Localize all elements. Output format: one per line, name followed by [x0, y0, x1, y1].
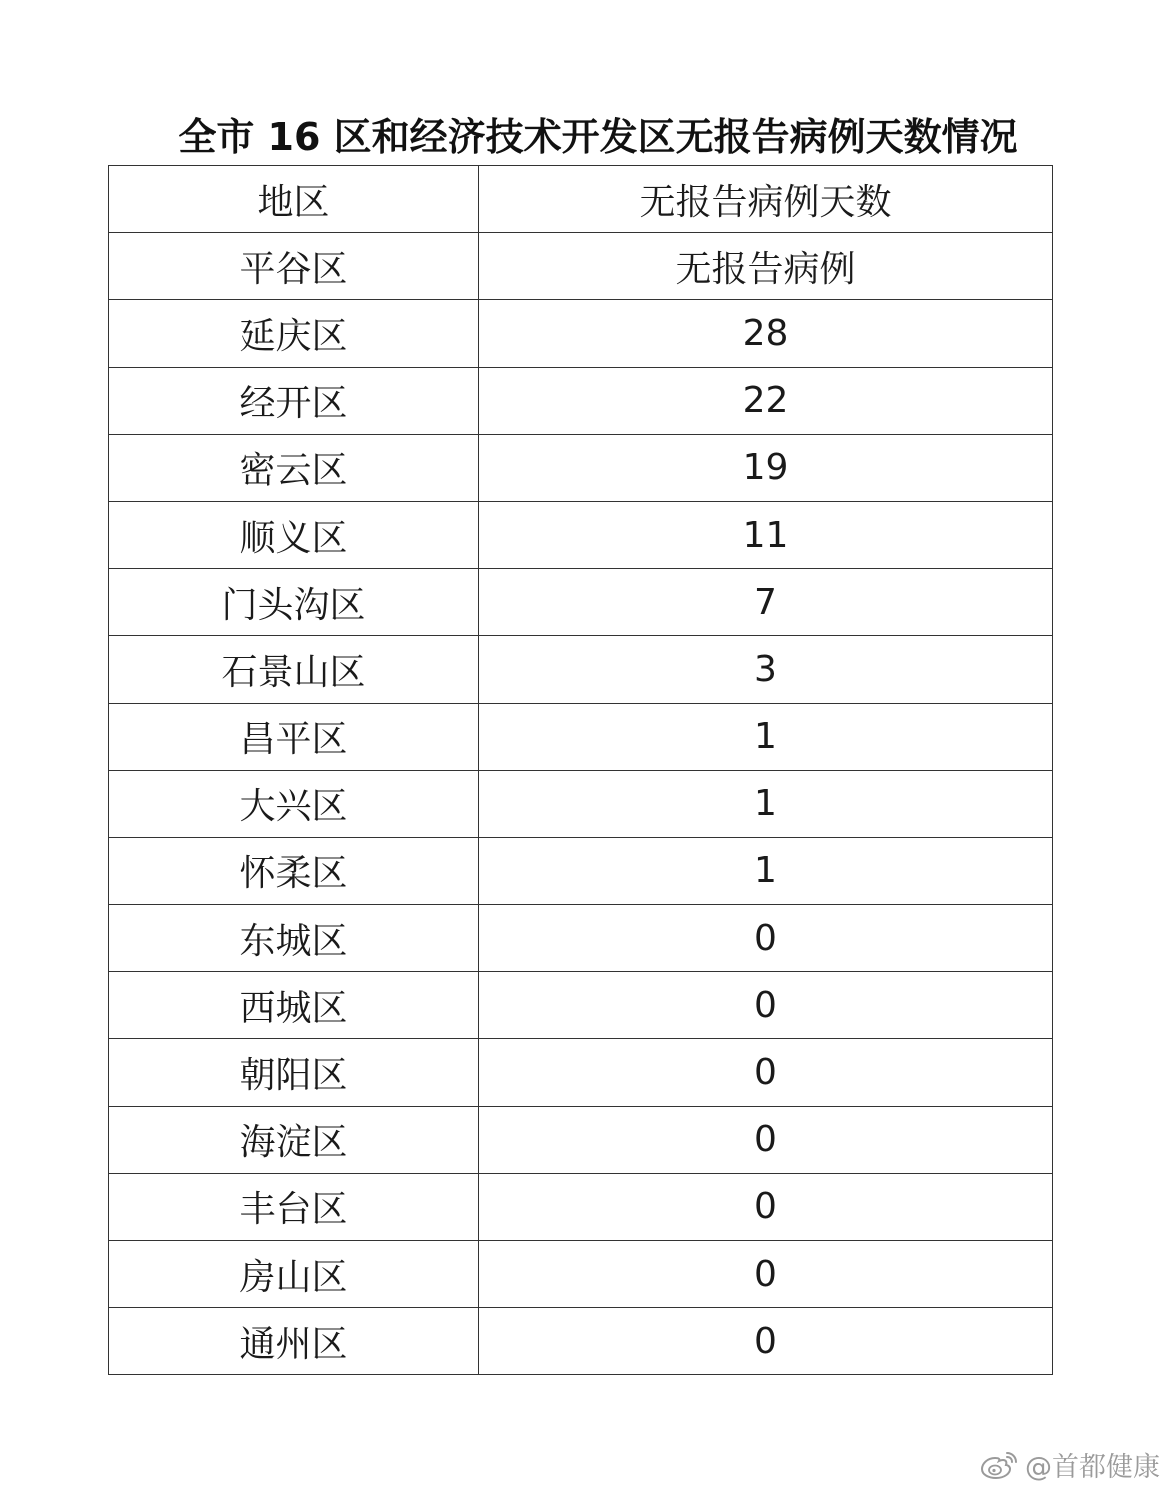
table-row — [109, 1241, 1053, 1308]
cell-days: 0 — [479, 1241, 1053, 1308]
table-body — [109, 233, 1053, 1375]
cell-area: 通州区 — [109, 1308, 479, 1375]
cell-days: 22 — [479, 367, 1053, 434]
cell-days: 0 — [479, 1106, 1053, 1173]
table-row — [109, 1173, 1053, 1240]
watermark-text: @首都健康 — [1025, 1451, 1160, 1483]
cell-days: 11 — [479, 501, 1053, 568]
table-row — [109, 703, 1053, 770]
cell-days: 无报告病例 — [479, 233, 1053, 300]
table-row — [109, 1039, 1053, 1106]
cell-area: 昌平区 — [109, 703, 479, 770]
table-row — [109, 972, 1053, 1039]
table-header-row — [109, 166, 1053, 233]
table-row — [109, 300, 1053, 367]
cell-area: 门头沟区 — [109, 569, 479, 636]
table-row — [109, 569, 1053, 636]
table-row — [109, 367, 1053, 434]
table-row — [109, 1106, 1053, 1173]
cell-days: 0 — [479, 972, 1053, 1039]
cell-days: 3 — [479, 636, 1053, 703]
header-area: 地区 — [109, 166, 479, 233]
cell-days: 0 — [479, 1173, 1053, 1240]
table-row — [109, 905, 1053, 972]
cell-area: 房山区 — [109, 1241, 479, 1308]
watermark — [979, 1446, 1160, 1482]
weibo-icon — [979, 1448, 1019, 1480]
cell-days: 1 — [479, 703, 1053, 770]
cell-area: 延庆区 — [109, 300, 479, 367]
cell-area: 平谷区 — [109, 233, 479, 300]
header-days: 无报告病例天数 — [479, 166, 1053, 233]
cell-days: 0 — [479, 1039, 1053, 1106]
cell-days: 19 — [479, 434, 1053, 501]
cell-days: 0 — [479, 1308, 1053, 1375]
cell-days: 28 — [479, 300, 1053, 367]
table-row — [109, 233, 1053, 300]
table-row — [109, 636, 1053, 703]
table-row — [109, 770, 1053, 837]
cell-days: 1 — [479, 837, 1053, 904]
cell-area: 怀柔区 — [109, 837, 479, 904]
cell-days: 7 — [479, 569, 1053, 636]
cell-area: 密云区 — [109, 434, 479, 501]
cell-area: 石景山区 — [109, 636, 479, 703]
table-row — [109, 434, 1053, 501]
table-row — [109, 1308, 1053, 1375]
cell-area: 丰台区 — [109, 1173, 479, 1240]
cell-days: 1 — [479, 770, 1053, 837]
data-table — [108, 165, 1053, 1375]
table-row — [109, 501, 1053, 568]
cell-area: 西城区 — [109, 972, 479, 1039]
cell-area: 经开区 — [109, 367, 479, 434]
cell-area: 海淀区 — [109, 1106, 479, 1173]
table-row — [109, 837, 1053, 904]
cell-area: 大兴区 — [109, 770, 479, 837]
cell-area: 东城区 — [109, 905, 479, 972]
cell-days: 0 — [479, 905, 1053, 972]
cell-area: 朝阳区 — [109, 1039, 479, 1106]
page-title: 全市 16 区和经济技术开发区无报告病例天数情况 — [178, 115, 1018, 159]
cell-area: 顺义区 — [109, 501, 479, 568]
